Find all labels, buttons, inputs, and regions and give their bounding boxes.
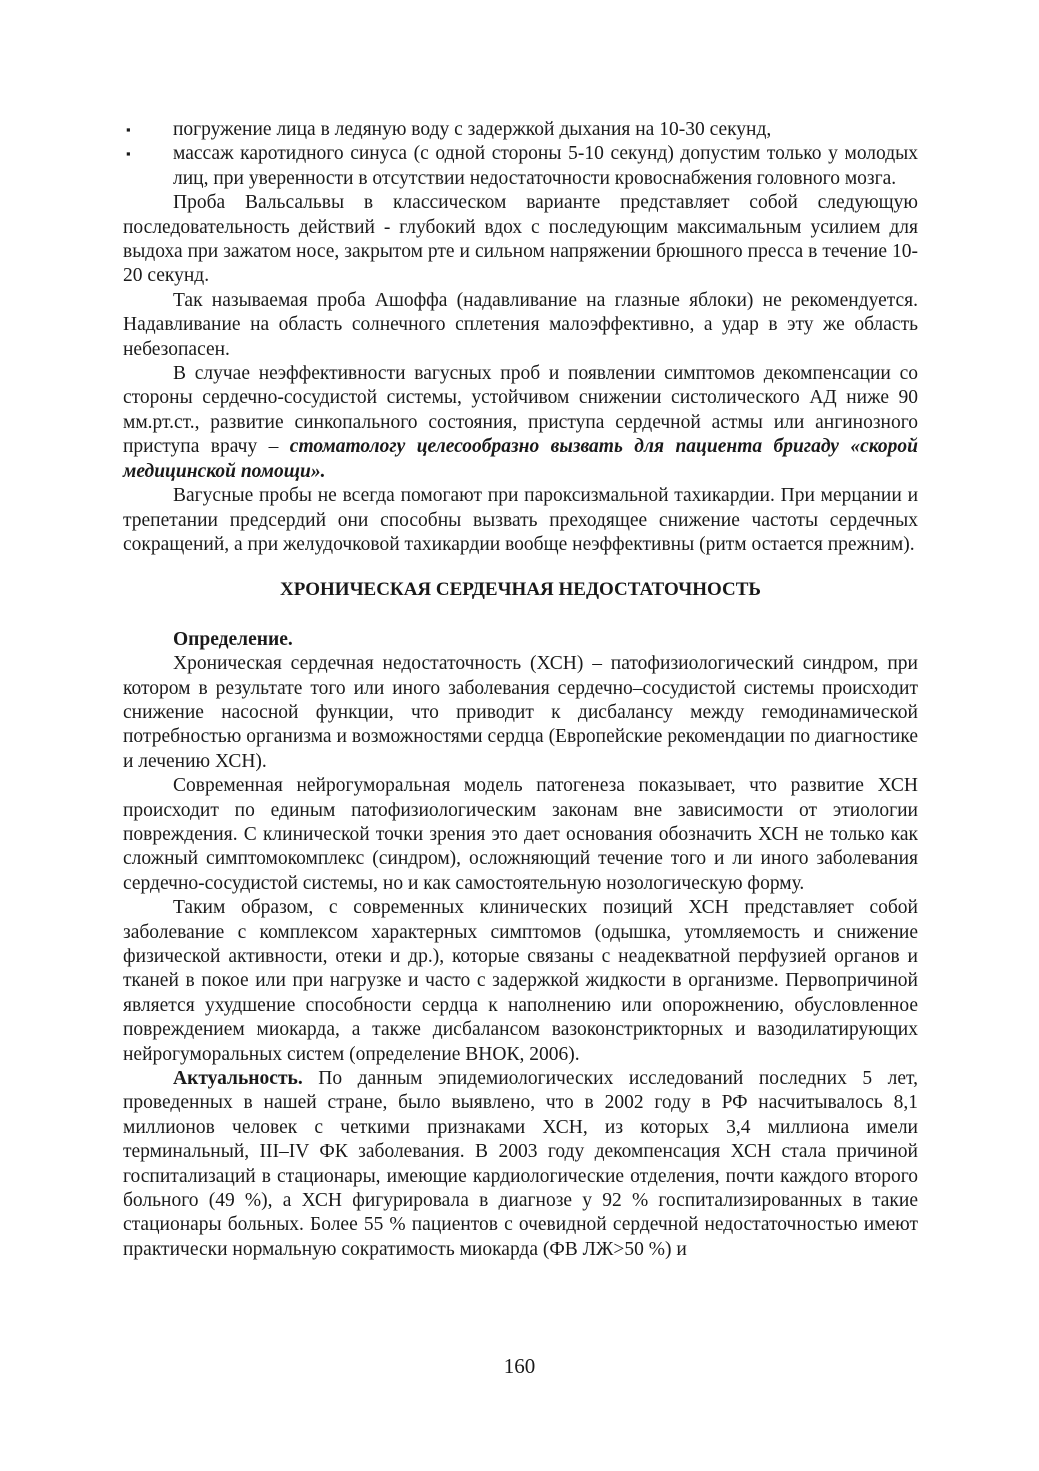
clinical-paragraph: Таким образом, с современных клинических позиций ХСН представляет собой заболевание с комплексом характерных симптомов (одышка, утомляемость и снижение физической активности, отеки и др.), которые связаны с неадекватной перфузией органов и тканей в покое или при нагрузке и часто с задержкой жидкости в организме. Первопричиной является ухудшение способности сердца к наполнению или опорожнению, обусловленное повреждением миокарда, а также дисбалансом вазоконстрикторных и вазодилатирующих нейрогуморальных систем (определение ВНОК, 2006). [123, 897, 918, 1065]
relevance-label: Актуальность. [173, 1068, 303, 1090]
emergency-paragraph [123, 362, 918, 484]
page-number: 160 [503, 1354, 536, 1378]
valsalva-paragraph: Проба Вальсальвы в классическом варианте представляет собой следующую последовательность действий - глубокий вдох с последующим максимальным усилием для выдоха при зажатом носе, закрытом рте и сильном напряжении брюшного пресса в течение 10-20 секунд. [123, 192, 918, 287]
bullet-text: погружение лица в ледяную воду с задержкой дыхания на 10-30 секунд, [173, 119, 772, 140]
relevance-paragraph [123, 1067, 918, 1262]
emergency-emphasis: стоматологу целесообразно вызвать для пациента бригаду «скорой медицинской помощи». [123, 436, 918, 482]
vagal-paragraph: Вагусные пробы не всегда помогают при пароксизмальной тахикардии. При мерцании и трепетании предсердий они способны вызвать преходящее снижение частоты сердечных сокращений, а при желудочковой тахикардии вообще неэффективны (ритм остается прежним). [123, 485, 918, 555]
bullet-text: массаж каротидного синуса (с одной стороны 5-10 секунд) допустим только у молодых лиц, при уверенности в отсутствии недостаточности кровоснабжения головного мозга. [173, 143, 918, 189]
definition-label: Определение. [173, 628, 293, 650]
bullet-icon: ▪ [126, 146, 131, 162]
bullet-list [123, 118, 918, 191]
emergency-lead: В случае неэффективности вагусных проб и появлении симптомов декомпенсации со стороны сердечно-сосудистой системы, устойчивом снижении систолического АД ниже 90 мм.рт.ст., развитие синкопального состояния, приступа сердечной астмы или ангинозного приступа врачу – [123, 363, 918, 458]
list-item [123, 118, 918, 142]
document-page [123, 118, 918, 1262]
bullet-icon: ▪ [126, 122, 131, 137]
pathogenesis-paragraph: Современная нейрогуморальная модель патогенеза показывает, что развитие ХСН происходит по единым патофизиологическим законам вне зависимости от этиологии повреждения. С клинической точки зрения это дает основания обозначить ХСН не только как сложный симптомокомплекс (синдром), осложняющий течение того и ли иного заболевания сердечно-сосудистой системы, но и как самостоятельную нозологическую форму. [123, 775, 918, 894]
definition-paragraph: Хроническая сердечная недостаточность (ХСН) – патофизиологический синдром, при котором в результате того или иного заболевания сердечно–сосудистой системы происходит снижение насосной функции, что приводит к дисбалансу между гемодинамической потребностью организма и возможностями сердца (Европейские рекомендации по диагностике и лечению ХСН). [123, 653, 918, 772]
section-heading: ХРОНИЧЕСКАЯ СЕРДЕЧНАЯ НЕДОСТАТОЧНОСТЬ [280, 579, 761, 601]
aschoff-paragraph: Так называемая проба Ашоффа (надавливание на глазные яблоки) не рекомендуется. Надавливание на область солнечного сплетения малоэффективно, а удар в эту же область небезопасен. [123, 289, 918, 360]
relevance-text: По данным эпидемиологических исследований последних 5 лет, проведенных в нашей стране, было выявлено, что в 2002 году в РФ насчитывалось 8,1 миллионов человек с четкими признаками ХСН, из которых 3,4 миллиона имели терминальный, III–IV ФК заболевания. В 2003 году декомпенсация ХСН стала причиной госпитализаций в стационары, имеющие кардиологические отделения, почти каждого второго больного (49 %), а ХСН фигурировала в диагнозе у 92 % госпитализированных в такие стационары больных. Более 55 % пациентов с очевидной сердечной недостаточностью имеют практически нормальную сократимость миокарда (ФВ ЛЖ>50 %) и [123, 1068, 918, 1260]
list-item [123, 142, 918, 191]
